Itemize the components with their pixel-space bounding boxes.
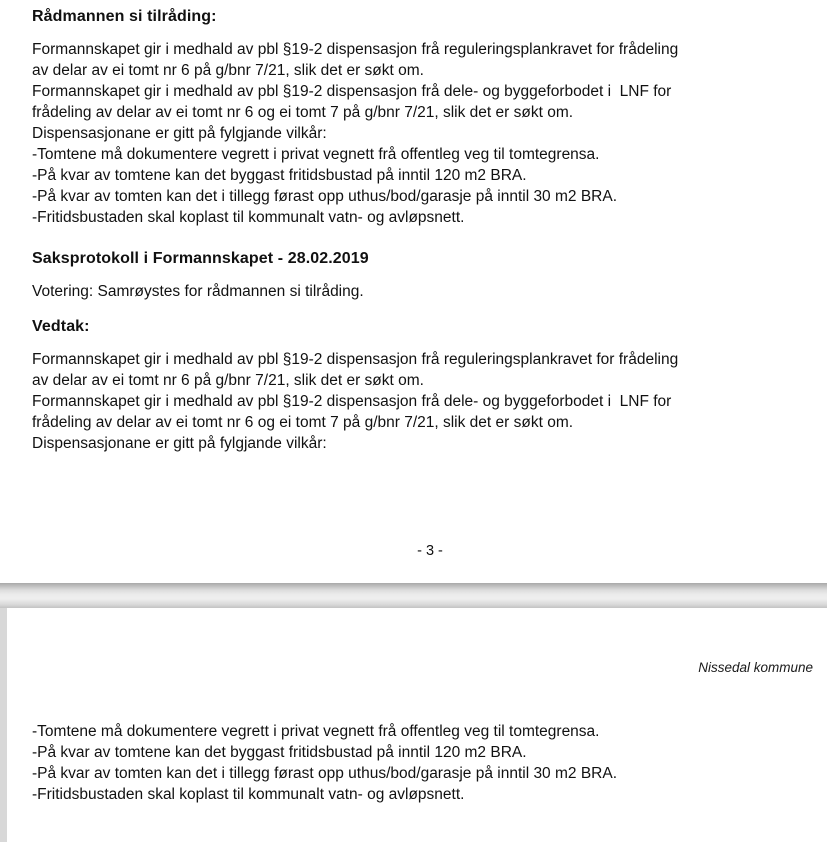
text-line: av delar av ei tomt nr 6 på g/bnr 7/21, slik det er søkt om. [32, 372, 424, 389]
voting-result-line: Votering: Samrøystes for rådmannen si tilråding. [32, 283, 364, 300]
page-4-of-document [0, 608, 827, 842]
page2-header-kommune: Nissedal kommune [698, 660, 813, 675]
text-line: Formannskapet gir i medhald av pbl §19-2 dispensasjon frå reguleringsplankravet for frådeling [32, 351, 679, 368]
text-line: -På kvar av tomten kan det i tillegg førast opp uthus/bod/garasje på inntil 30 m2 BRA. [32, 188, 618, 205]
text-line: -På kvar av tomtene kan det byggast fritidsbustad på inntil 120 m2 BRA. [32, 167, 527, 184]
text-line: -På kvar av tomten kan det i tillegg førast opp uthus/bod/garasje på inntil 30 m2 BRA. [32, 765, 618, 782]
decision-text-block [32, 349, 807, 454]
text-line: -Fritidsbustaden skal koplast til kommunalt vatn- og avløpsnett. [32, 786, 465, 803]
text-line: Formannskapet gir i medhald av pbl §19-2 dispensasjon frå dele- og byggeforbodet i LNF for [32, 393, 672, 410]
text-line: -På kvar av tomtene kan det byggast fritidsbustad på inntil 120 m2 BRA. [32, 744, 527, 761]
text-line: -Fritidsbustaden skal koplast til kommunalt vatn- og avløpsnett. [32, 209, 465, 226]
page-left-edge-shadow [0, 608, 7, 842]
text-line: frådeling av delar av ei tomt nr 6 og ei tomt 7 på g/bnr 7/21, slik det er søkt om. [32, 414, 574, 431]
text-line: Formannskapet gir i medhald av pbl §19-2 dispensasjon frå reguleringsplankravet for frådeling [32, 41, 679, 58]
text-line: frådeling av delar av ei tomt nr 6 og ei tomt 7 på g/bnr 7/21, slik det er søkt om. [32, 104, 574, 121]
text-line: -Tomtene må dokumentere vegrett i privat vegnett frå offentleg veg til tomtegrensa. [32, 723, 600, 740]
text-line: -Tomtene må dokumentere vegrett i privat vegnett frå offentleg veg til tomtegrensa. [32, 146, 600, 163]
text-line: Formannskapet gir i medhald av pbl §19-2 dispensasjon frå dele- og byggeforbodet i LNF for [32, 83, 672, 100]
text-line: Dispensasjonane er gitt på fylgjande vilkår: [32, 125, 327, 142]
recommendation-text-block [32, 39, 807, 228]
decision-heading: Vedtak: [32, 318, 90, 335]
recommendation-heading: Rådmannen si tilråding: [32, 8, 217, 25]
page-break-divider [0, 583, 827, 608]
conditions-text-block [32, 721, 807, 805]
text-line: av delar av ei tomt nr 6 på g/bnr 7/21, slik det er søkt om. [32, 62, 424, 79]
page-number-footer: - 3 - [417, 543, 443, 559]
text-line: Dispensasjonane er gitt på fylgjande vilkår: [32, 435, 327, 452]
protocol-heading: Saksprotokoll i Formannskapet - 28.02.2019 [32, 250, 369, 267]
